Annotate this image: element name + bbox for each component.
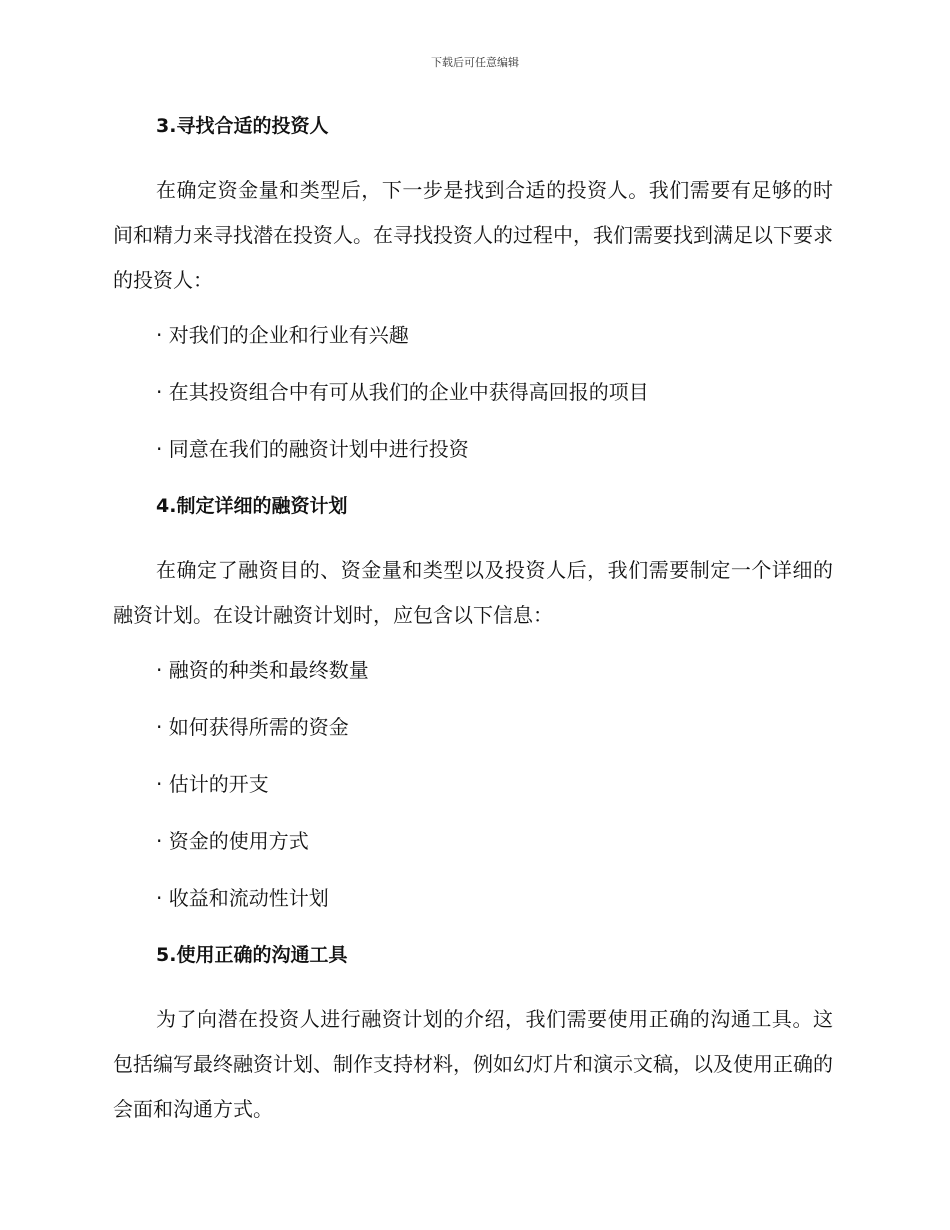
list-item: · 在其投资组合中有可从我们的企业中获得高回报的项目 xyxy=(156,380,649,404)
section-heading: 3.寻找合适的投资人 xyxy=(156,115,329,137)
list-item: · 估计的开支 xyxy=(156,772,269,796)
list-item: · 如何获得所需的资金 xyxy=(156,715,349,739)
list-item: · 资金的使用方式 xyxy=(156,829,309,853)
list-item: · 收益和流动性计划 xyxy=(156,886,329,910)
section-4 xyxy=(113,488,833,916)
list-item: · 同意在我们的融资计划中进行投资 xyxy=(156,437,469,461)
document-body xyxy=(113,108,833,1146)
bullet-list xyxy=(113,652,833,916)
section-3 xyxy=(113,108,833,467)
bullet-list xyxy=(113,317,833,467)
list-item: · 对我们的企业和行业有兴趣 xyxy=(156,323,409,347)
section-heading: 5.使用正确的沟通工具 xyxy=(156,944,348,966)
section-heading: 4.制定详细的融资计划 xyxy=(156,495,348,517)
list-item: · 融资的种类和最终数量 xyxy=(156,658,369,682)
section-5 xyxy=(113,937,833,1132)
section-paragraph: 在确定资金量和类型后，下一步是找到合适的投资人。我们需要有足够的时间和精力来寻找潜在投资人。在寻找投资人的过程中，我们需要找到满足以下要求的投资人： xyxy=(113,178,833,292)
section-paragraph: 为了向潜在投资人进行融资计划的介绍，我们需要使用正确的沟通工具。这包括编写最终融资计划、制作支持材料，例如幻灯片和演示文稿，以及使用正确的会面和沟通方式。 xyxy=(113,1007,833,1121)
page-header: 下载后可任意编辑 xyxy=(431,56,519,69)
section-paragraph: 在确定了融资目的、资金量和类型以及投资人后，我们需要制定一个详细的融资计划。在设计融资计划时，应包含以下信息： xyxy=(113,558,833,627)
